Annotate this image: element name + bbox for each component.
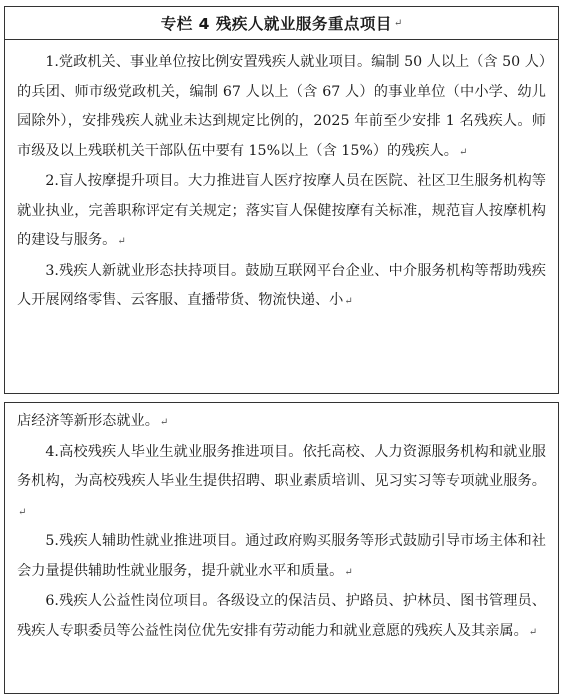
box-body-1 bbox=[5, 40, 558, 317]
paragraph-mark-icon: ↵ bbox=[159, 417, 169, 428]
feature-box-part-2 bbox=[4, 402, 559, 694]
project-item-2: 2.盲人按摩提升项目。大力推进盲人医疗按摩人员在医院、社区卫生服务机构等就业执业，完善职称评定有关规定；落实盲人保健按摩有关标准，规范盲人按摩机构的建设与服务。↵ bbox=[17, 173, 546, 248]
box-title: 专栏 4 残疾人就业服务重点项目 bbox=[160, 15, 392, 33]
project-item-3-start: 3.残疾人新就业形态扶持项目。鼓励互联网平台企业、中介服务机构等帮助残疾人开展网络零售、云客服、直播带货、物流快递、小↵ bbox=[17, 262, 546, 308]
project-item-1: 1.党政机关、事业单位按比例安置残疾人就业项目。编制 50 人以上（含 50 人）的兵团、师市级党政机关，编制 67 人以上（含 67 人）的事业单位（中小学、幼儿园除外），安排残疾人就业未达到规定比例的，2025 年前至少安排 1 名残疾人。师市级及以上残联机关干部队伍中要有 15%以上（含 15%）的残疾人。↵ bbox=[17, 54, 546, 159]
paragraph-mark-icon: ↵ bbox=[393, 17, 403, 29]
feature-box-part-1 bbox=[4, 6, 559, 394]
title-row bbox=[5, 7, 558, 40]
paragraph-mark-icon: ↵ bbox=[344, 566, 353, 578]
paragraph-mark-icon: ↵ bbox=[458, 146, 468, 158]
project-item-6: 6.残疾人公益性岗位项目。各级设立的保洁员、护路员、护林员、图书管理员、残疾人专职委员等公益性岗位优先安排有劳动能力和就业意愿的残疾人及其亲属。↵ bbox=[17, 593, 546, 639]
paragraph-mark-icon: ↵ bbox=[528, 626, 538, 638]
project-item-3-end: 店经济等新形态就业。↵ bbox=[17, 413, 169, 429]
paragraph-mark-icon: ↵ bbox=[344, 296, 353, 307]
paragraph-mark-icon: ↵ bbox=[117, 236, 126, 247]
box-body-2 bbox=[5, 403, 558, 647]
project-item-5: 5.残疾人辅助性就业推进项目。通过政府购买服务等形式鼓励引导市场主体和社会力量提供辅助性就业服务，提升就业水平和质量。↵ bbox=[17, 533, 546, 579]
paragraph-mark-icon: ↵ bbox=[18, 506, 27, 518]
project-item-4: 4.高校残疾人毕业生就业服务推进项目。依托高校、人力资源服务机构和就业服务机构，为高校残疾人毕业生提供招聘、职业素质培训、见习实习等专项就业服务。↵ bbox=[17, 443, 546, 518]
